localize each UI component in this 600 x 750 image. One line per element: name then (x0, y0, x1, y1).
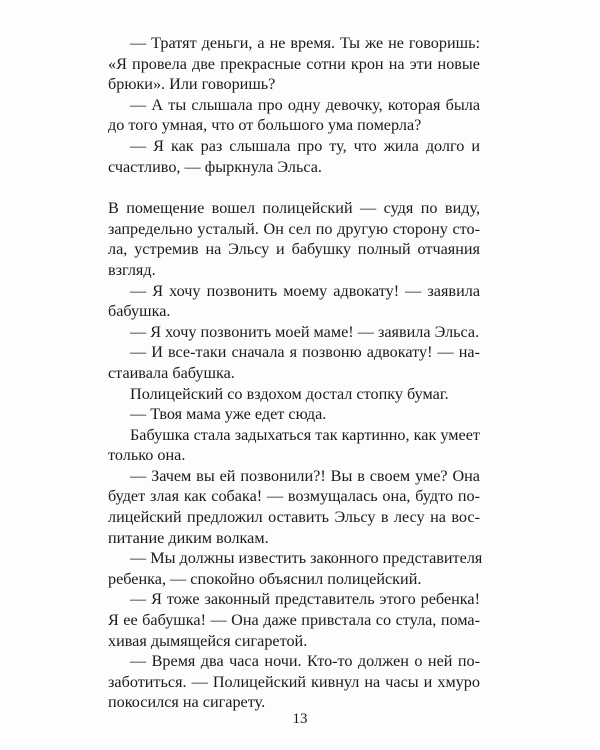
text-line: брюки». Или говоришь? (108, 75, 276, 94)
text-line: запредельно усталый. Он сел по другую сторону сто- (108, 219, 480, 238)
text-line: «Я провела две прекрасные сотни крон на эти новые (108, 54, 480, 73)
page-number: 13 (292, 711, 308, 727)
text-line: — Время два часа ночи. Кто-то должен о ней по- (130, 652, 480, 671)
text-line: Я ее бабушка! — Она даже привстала со стула, пома- (108, 611, 480, 630)
text-line: — Я тоже законный представитель этого ребенка! (130, 590, 480, 609)
text-line: взгляд. (108, 260, 156, 279)
text-line: — Я хочу позвонить моему адвокату! — заявила (130, 281, 480, 300)
text-line: заботиться. — Полицейский кивнул на часы и хмуро (108, 672, 480, 691)
text-line: — Твоя мама уже едет сюда. (130, 405, 327, 424)
text-line: — Я как раз слышала про ту, что жила долго и (130, 136, 480, 155)
text-line: В помещение вошел полицейский — судя по виду, (108, 199, 480, 218)
text-line: — Тратят деньги, а не время. Ты же не говоришь: (130, 34, 480, 52)
text-line: — И все-таки сначала я позвоню адвокату! — на- (130, 343, 480, 362)
text-line: — Зачем вы ей позвонили?! Вы в своем уме? Она (130, 466, 480, 485)
text-line: только она. (108, 446, 186, 465)
text-line: — Мы должны известить законного представителя (130, 549, 483, 568)
text-line: стаивала бабушка. (108, 363, 235, 382)
text-line: ла, устремив на Эльсу и бабушку полный отчаяния (108, 240, 480, 259)
text-line: питание диким волкам. (108, 528, 269, 547)
text-line: — А ты слышала про одну девочку, которая была (130, 95, 480, 114)
paragraph-gap (108, 177, 480, 198)
text-line: до того умная, что от большого ума померла? (108, 116, 422, 135)
text-line: бабушка. (108, 302, 171, 321)
text-line: лицейский предложил оставить Эльсу в лесу на вос- (108, 508, 480, 527)
text-line: счастливо, — фыркнула Эльса. (108, 157, 322, 176)
text-line: ребенка, — спокойно объяснил полицейский. (108, 569, 422, 588)
text-line: хивая дымящейся сигаретой. (108, 631, 308, 650)
text-line: Полицейский со вздохом достал стопку бумаг. (130, 384, 449, 403)
text-line: — Я хочу позвонить моей маме! — заявила Эльса. (130, 322, 480, 341)
text-line: покосился на сигарету. (108, 693, 266, 712)
text-line: Бабушка стала задыхаться так картинно, как умеет (130, 425, 480, 444)
body-text (108, 33, 483, 713)
text-line: будет злая как собака! — возмущалась она, будто по- (108, 487, 480, 506)
